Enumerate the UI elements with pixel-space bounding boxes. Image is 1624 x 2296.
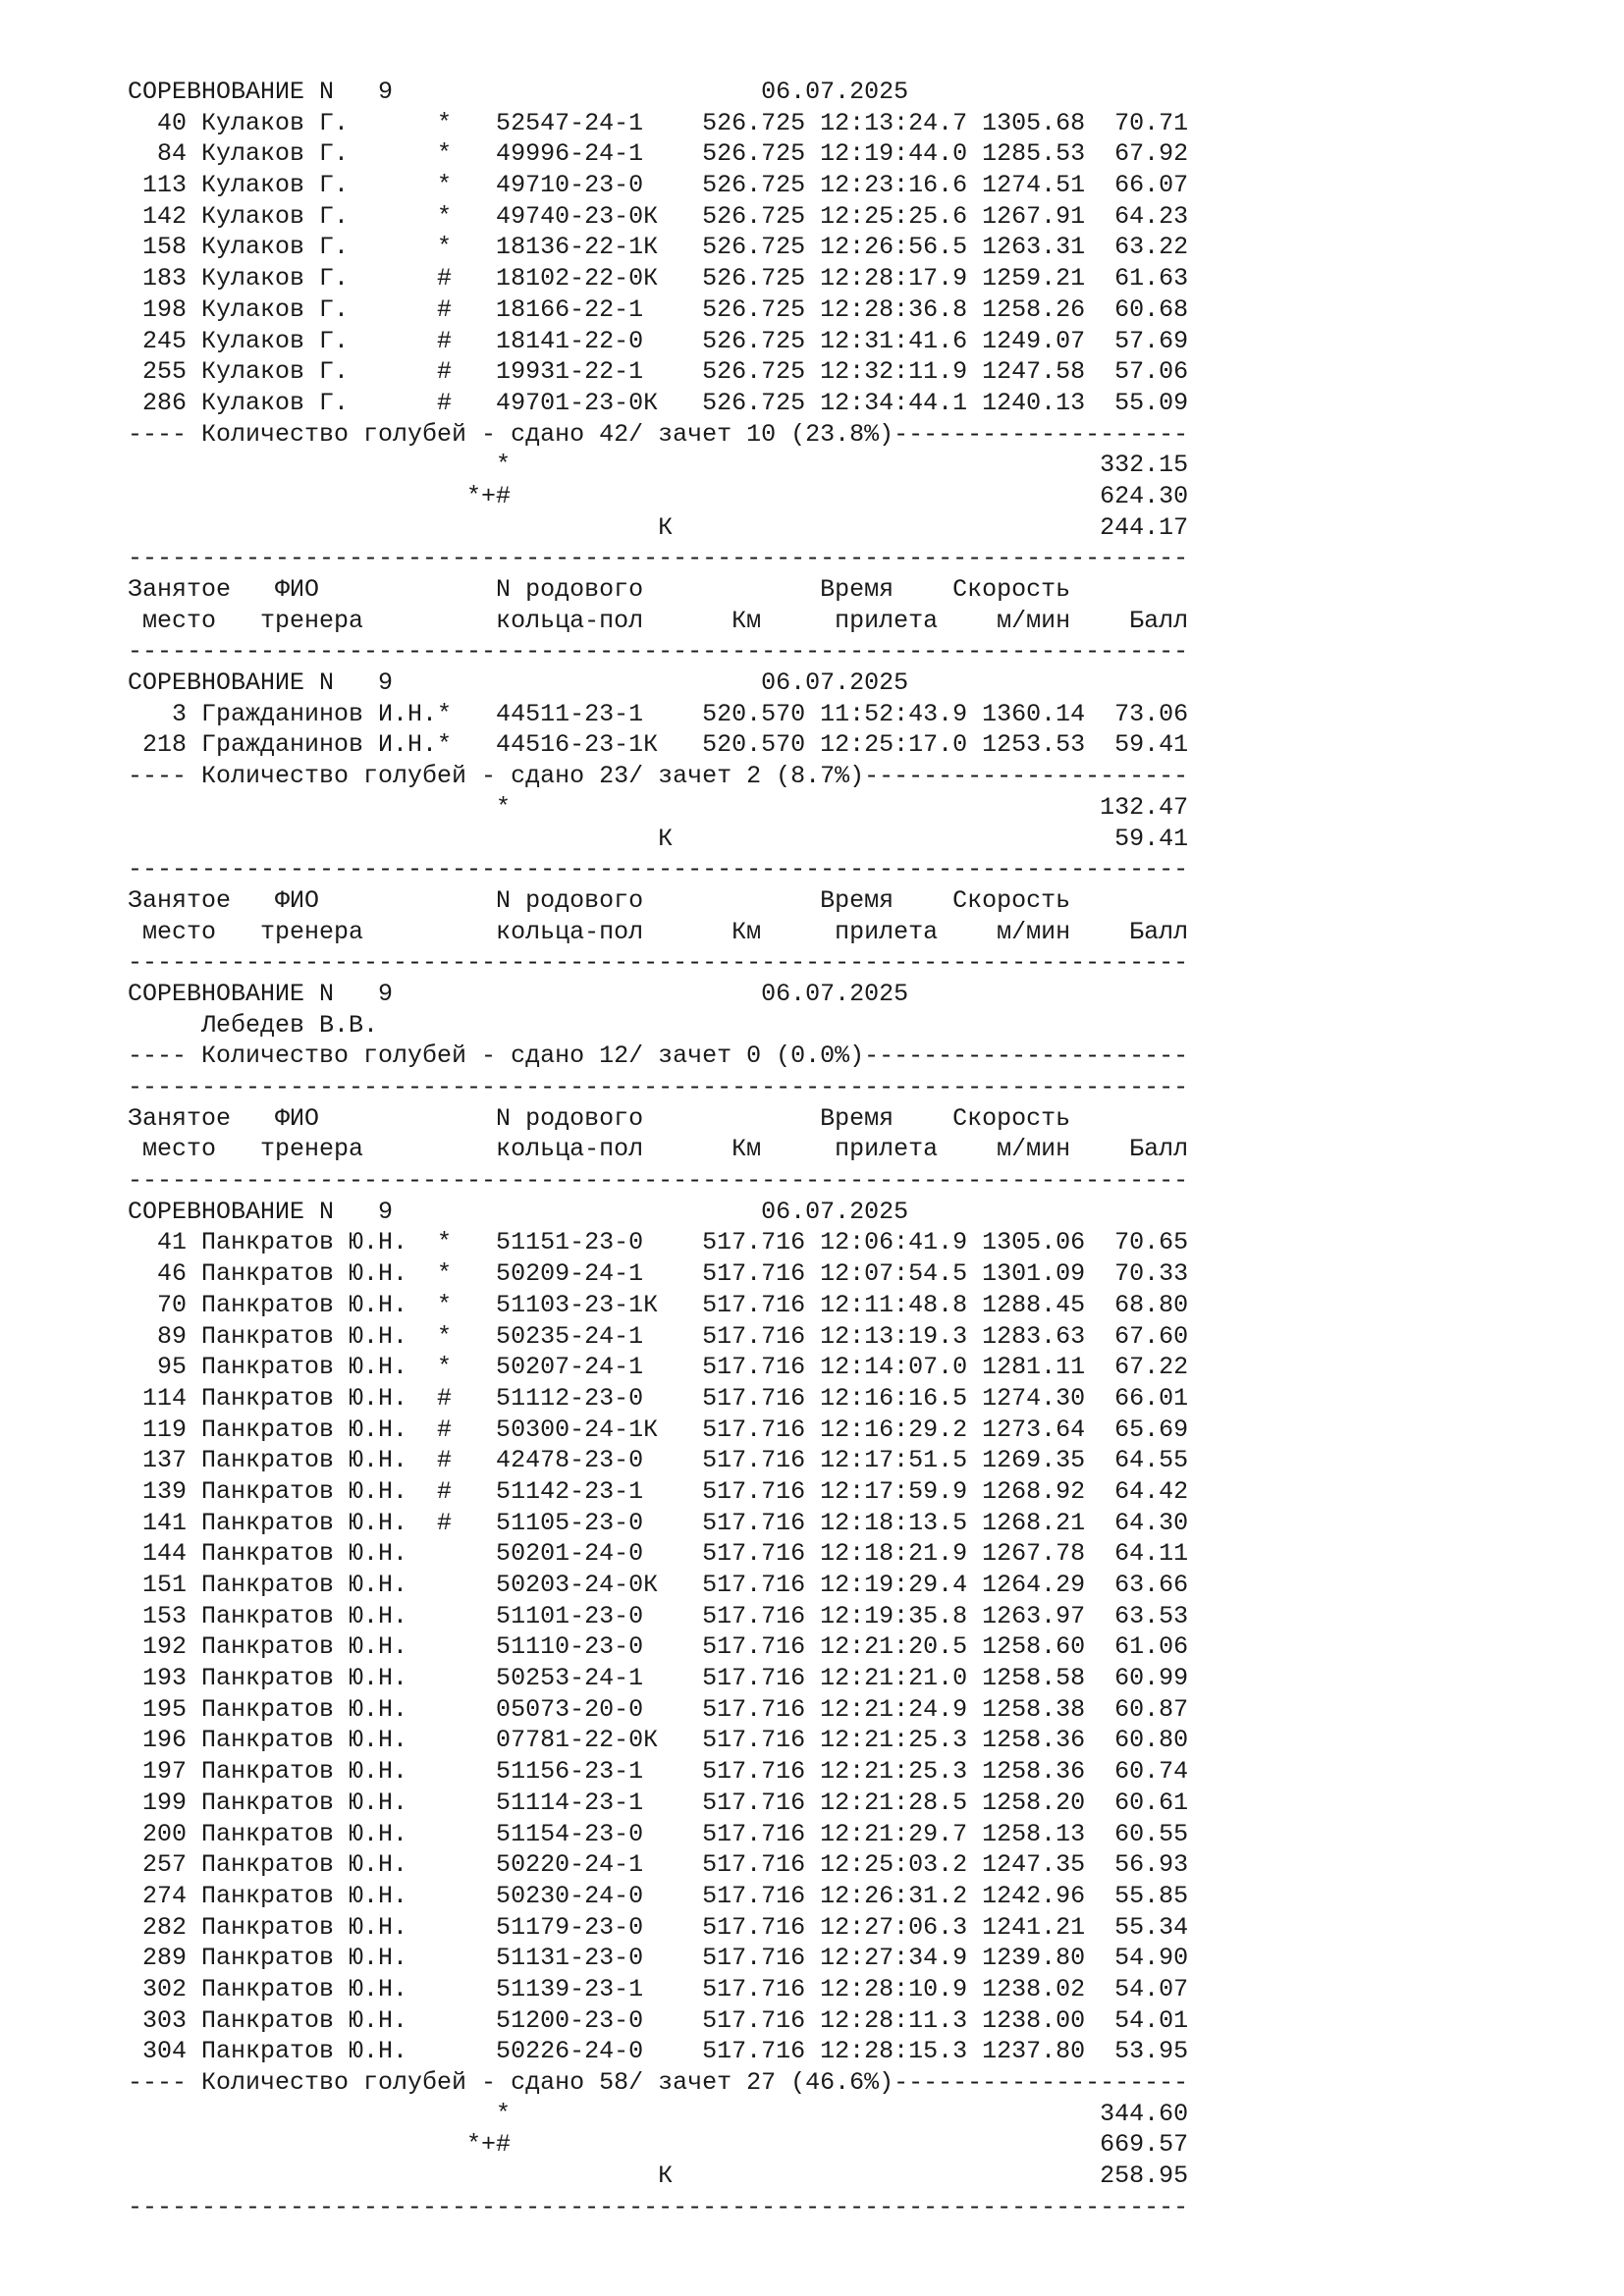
column-header: Занятое ФИО N родового Время Скорость <box>128 885 1071 915</box>
column-header: место тренера кольца-пол Км прилета м/мин Балл <box>128 1135 1189 1164</box>
result-row: 183 Кулаков Г. # 18102-22-0К 526.725 12:28:17.9 1259.21 61.63 <box>128 264 1189 294</box>
result-row: 286 Кулаков Г. # 49701-23-0К 526.725 12:34:44.1 1240.13 55.09 <box>128 388 1189 417</box>
result-row: 119 Панкратов Ю.Н. # 50300-24-1К 517.716 12:16:29.2 1273.64 65.69 <box>128 1415 1189 1444</box>
subtotal-line: * 332.15 <box>128 451 1189 480</box>
result-row: 302 Панкратов Ю.Н. 51139-23-1 517.716 12:28:10.9 1238.02 54.07 <box>128 1974 1189 2003</box>
result-row: 257 Панкратов Ю.Н. 50220-24-1 517.716 12:25:03.2 1247.35 56.93 <box>128 1850 1189 1880</box>
result-row: 158 Кулаков Г. * 18136-22-1К 526.725 12:26:56.5 1263.31 63.22 <box>128 233 1189 262</box>
result-row: 3 Гражданинов И.Н.* 44511-23-1 520.570 11:52:43.9 1360.14 73.06 <box>128 699 1189 728</box>
separator-line: ------------------------------------------------------------------------ <box>128 2192 1189 2221</box>
competition-header: СОРЕВНОВАНИЕ N 9 06.07.2025 <box>128 78 909 106</box>
subtotal-line: К 258.95 <box>128 2162 1189 2191</box>
result-row: 142 Кулаков Г. * 49740-23-0К 526.725 12:25:25.6 1267.91 64.23 <box>128 201 1189 231</box>
result-row: 46 Панкратов Ю.Н. * 50209-24-1 517.716 12:07:54.5 1301.09 70.33 <box>128 1259 1189 1289</box>
subtotal-line: Лебедев В.В. <box>128 1010 379 1040</box>
competition-header: СОРЕВНОВАНИЕ N 9 06.07.2025 <box>128 979 909 1008</box>
result-row: 141 Панкратов Ю.Н. # 51105-23-0 517.716 12:18:13.5 1268.21 64.30 <box>128 1508 1189 1537</box>
subtotal-line: *+# 669.57 <box>128 2130 1189 2160</box>
result-row: 137 Панкратов Ю.Н. # 42478-23-0 517.716 12:17:51.5 1269.35 64.55 <box>128 1446 1189 1475</box>
result-row: 144 Панкратов Ю.Н. 50201-24-0 517.716 12:18:21.9 1267.78 64.11 <box>128 1539 1189 1569</box>
result-row: 289 Панкратов Ю.Н. 51131-23-0 517.716 12:27:34.9 1239.80 54.90 <box>128 1944 1189 1973</box>
results-report <box>128 77 1581 2222</box>
result-row: 304 Панкратов Ю.Н. 50226-24-0 517.716 12:28:15.3 1237.80 53.95 <box>128 2037 1189 2066</box>
result-row: 41 Панкратов Ю.Н. * 51151-23-0 517.716 12:06:41.9 1305.06 70.65 <box>128 1228 1189 1257</box>
result-row: 193 Панкратов Ю.Н. 50253-24-1 517.716 12:21:21.0 1258.58 60.99 <box>128 1664 1189 1693</box>
result-row: 192 Панкратов Ю.Н. 51110-23-0 517.716 12:21:20.5 1258.60 61.06 <box>128 1632 1189 1662</box>
column-header: Занятое ФИО N родового Время Скорость <box>128 575 1071 604</box>
subtotal-line: * 344.60 <box>128 2099 1189 2128</box>
subtotal-line: *+# 624.30 <box>128 481 1189 510</box>
pigeon-count-summary: ---- Количество голубей - сдано 12/ зачет 0 (0.0%)---------------------- <box>128 1041 1189 1071</box>
separator-line: ------------------------------------------------------------------------ <box>128 1166 1189 1196</box>
result-row: 70 Панкратов Ю.Н. * 51103-23-1К 517.716 12:11:48.8 1288.45 68.80 <box>128 1290 1189 1319</box>
result-row: 196 Панкратов Ю.Н. 07781-22-0К 517.716 12:21:25.3 1258.36 60.80 <box>128 1726 1189 1755</box>
result-row: 274 Панкратов Ю.Н. 50230-24-0 517.716 12:26:31.2 1242.96 55.85 <box>128 1881 1189 1910</box>
result-row: 195 Панкратов Ю.Н. 05073-20-0 517.716 12:21:24.9 1258.38 60.87 <box>128 1694 1189 1724</box>
separator-line: ------------------------------------------------------------------------ <box>128 544 1189 573</box>
result-row: 151 Панкратов Ю.Н. 50203-24-0К 517.716 12:19:29.4 1264.29 63.66 <box>128 1571 1189 1599</box>
result-row: 303 Панкратов Ю.Н. 51200-23-0 517.716 12:28:11.3 1238.00 54.01 <box>128 2005 1189 2035</box>
result-row: 198 Кулаков Г. # 18166-22-1 526.725 12:28:36.8 1258.26 60.68 <box>128 294 1189 324</box>
result-row: 153 Панкратов Ю.Н. 51101-23-0 517.716 12:19:35.8 1263.97 63.53 <box>128 1601 1189 1630</box>
competition-header: СОРЕВНОВАНИЕ N 9 06.07.2025 <box>128 1197 909 1226</box>
column-header: место тренера кольца-пол Км прилета м/мин Балл <box>128 917 1189 946</box>
result-row: 95 Панкратов Ю.Н. * 50207-24-1 517.716 12:14:07.0 1281.11 67.22 <box>128 1353 1189 1382</box>
result-row: 245 Кулаков Г. # 18141-22-0 526.725 12:31:41.6 1249.07 57.69 <box>128 326 1189 355</box>
result-row: 255 Кулаков Г. # 19931-22-1 526.725 12:32:11.9 1247.58 57.06 <box>128 357 1189 387</box>
pigeon-count-summary: ---- Количество голубей - сдано 58/ зачет 27 (46.6%)-------------------- <box>128 2068 1189 2097</box>
result-row: 199 Панкратов Ю.Н. 51114-23-1 517.716 12:21:28.5 1258.20 60.61 <box>128 1788 1189 1817</box>
pigeon-count-summary: ---- Количество голубей - сдано 23/ зачет 2 (8.7%)---------------------- <box>128 762 1189 791</box>
separator-line: ------------------------------------------------------------------------ <box>128 1073 1189 1101</box>
result-row: 84 Кулаков Г. * 49996-24-1 526.725 12:19:44.0 1285.53 67.92 <box>128 139 1189 169</box>
result-row: 114 Панкратов Ю.Н. # 51112-23-0 517.716 12:16:16.5 1274.30 66.01 <box>128 1383 1189 1413</box>
result-row: 89 Панкратов Ю.Н. * 50235-24-1 517.716 12:13:19.3 1283.63 67.60 <box>128 1321 1189 1351</box>
competition-header: СОРЕВНОВАНИЕ N 9 06.07.2025 <box>128 668 909 698</box>
subtotal-line: К 244.17 <box>128 512 1189 542</box>
column-header: место тренера кольца-пол Км прилета м/мин Балл <box>128 606 1189 635</box>
separator-line: ------------------------------------------------------------------------ <box>128 637 1189 667</box>
column-header: Занятое ФИО N родового Время Скорость <box>128 1103 1071 1133</box>
subtotal-line: К 59.41 <box>128 824 1189 853</box>
result-row: 113 Кулаков Г. * 49710-23-0 526.725 12:23:16.6 1274.51 66.07 <box>128 171 1189 200</box>
result-row: 40 Кулаков Г. * 52547-24-1 526.725 12:13:24.7 1305.68 70.71 <box>128 108 1189 137</box>
result-row: 139 Панкратов Ю.Н. # 51142-23-1 517.716 12:17:59.9 1268.92 64.42 <box>128 1476 1189 1506</box>
separator-line: ------------------------------------------------------------------------ <box>128 948 1189 978</box>
result-row: 200 Панкратов Ю.Н. 51154-23-0 517.716 12:21:29.7 1258.13 60.55 <box>128 1819 1189 1848</box>
result-row: 282 Панкратов Ю.Н. 51179-23-0 517.716 12:27:06.3 1241.21 55.34 <box>128 1912 1189 1942</box>
pigeon-count-summary: ---- Количество голубей - сдано 42/ зачет 10 (23.8%)-------------------- <box>128 419 1189 449</box>
result-row: 197 Панкратов Ю.Н. 51156-23-1 517.716 12:21:25.3 1258.36 60.74 <box>128 1757 1189 1787</box>
result-row: 218 Гражданинов И.Н.* 44516-23-1К 520.570 12:25:17.0 1253.53 59.41 <box>128 730 1189 760</box>
separator-line: ------------------------------------------------------------------------ <box>128 855 1189 884</box>
subtotal-line: * 132.47 <box>128 792 1189 822</box>
